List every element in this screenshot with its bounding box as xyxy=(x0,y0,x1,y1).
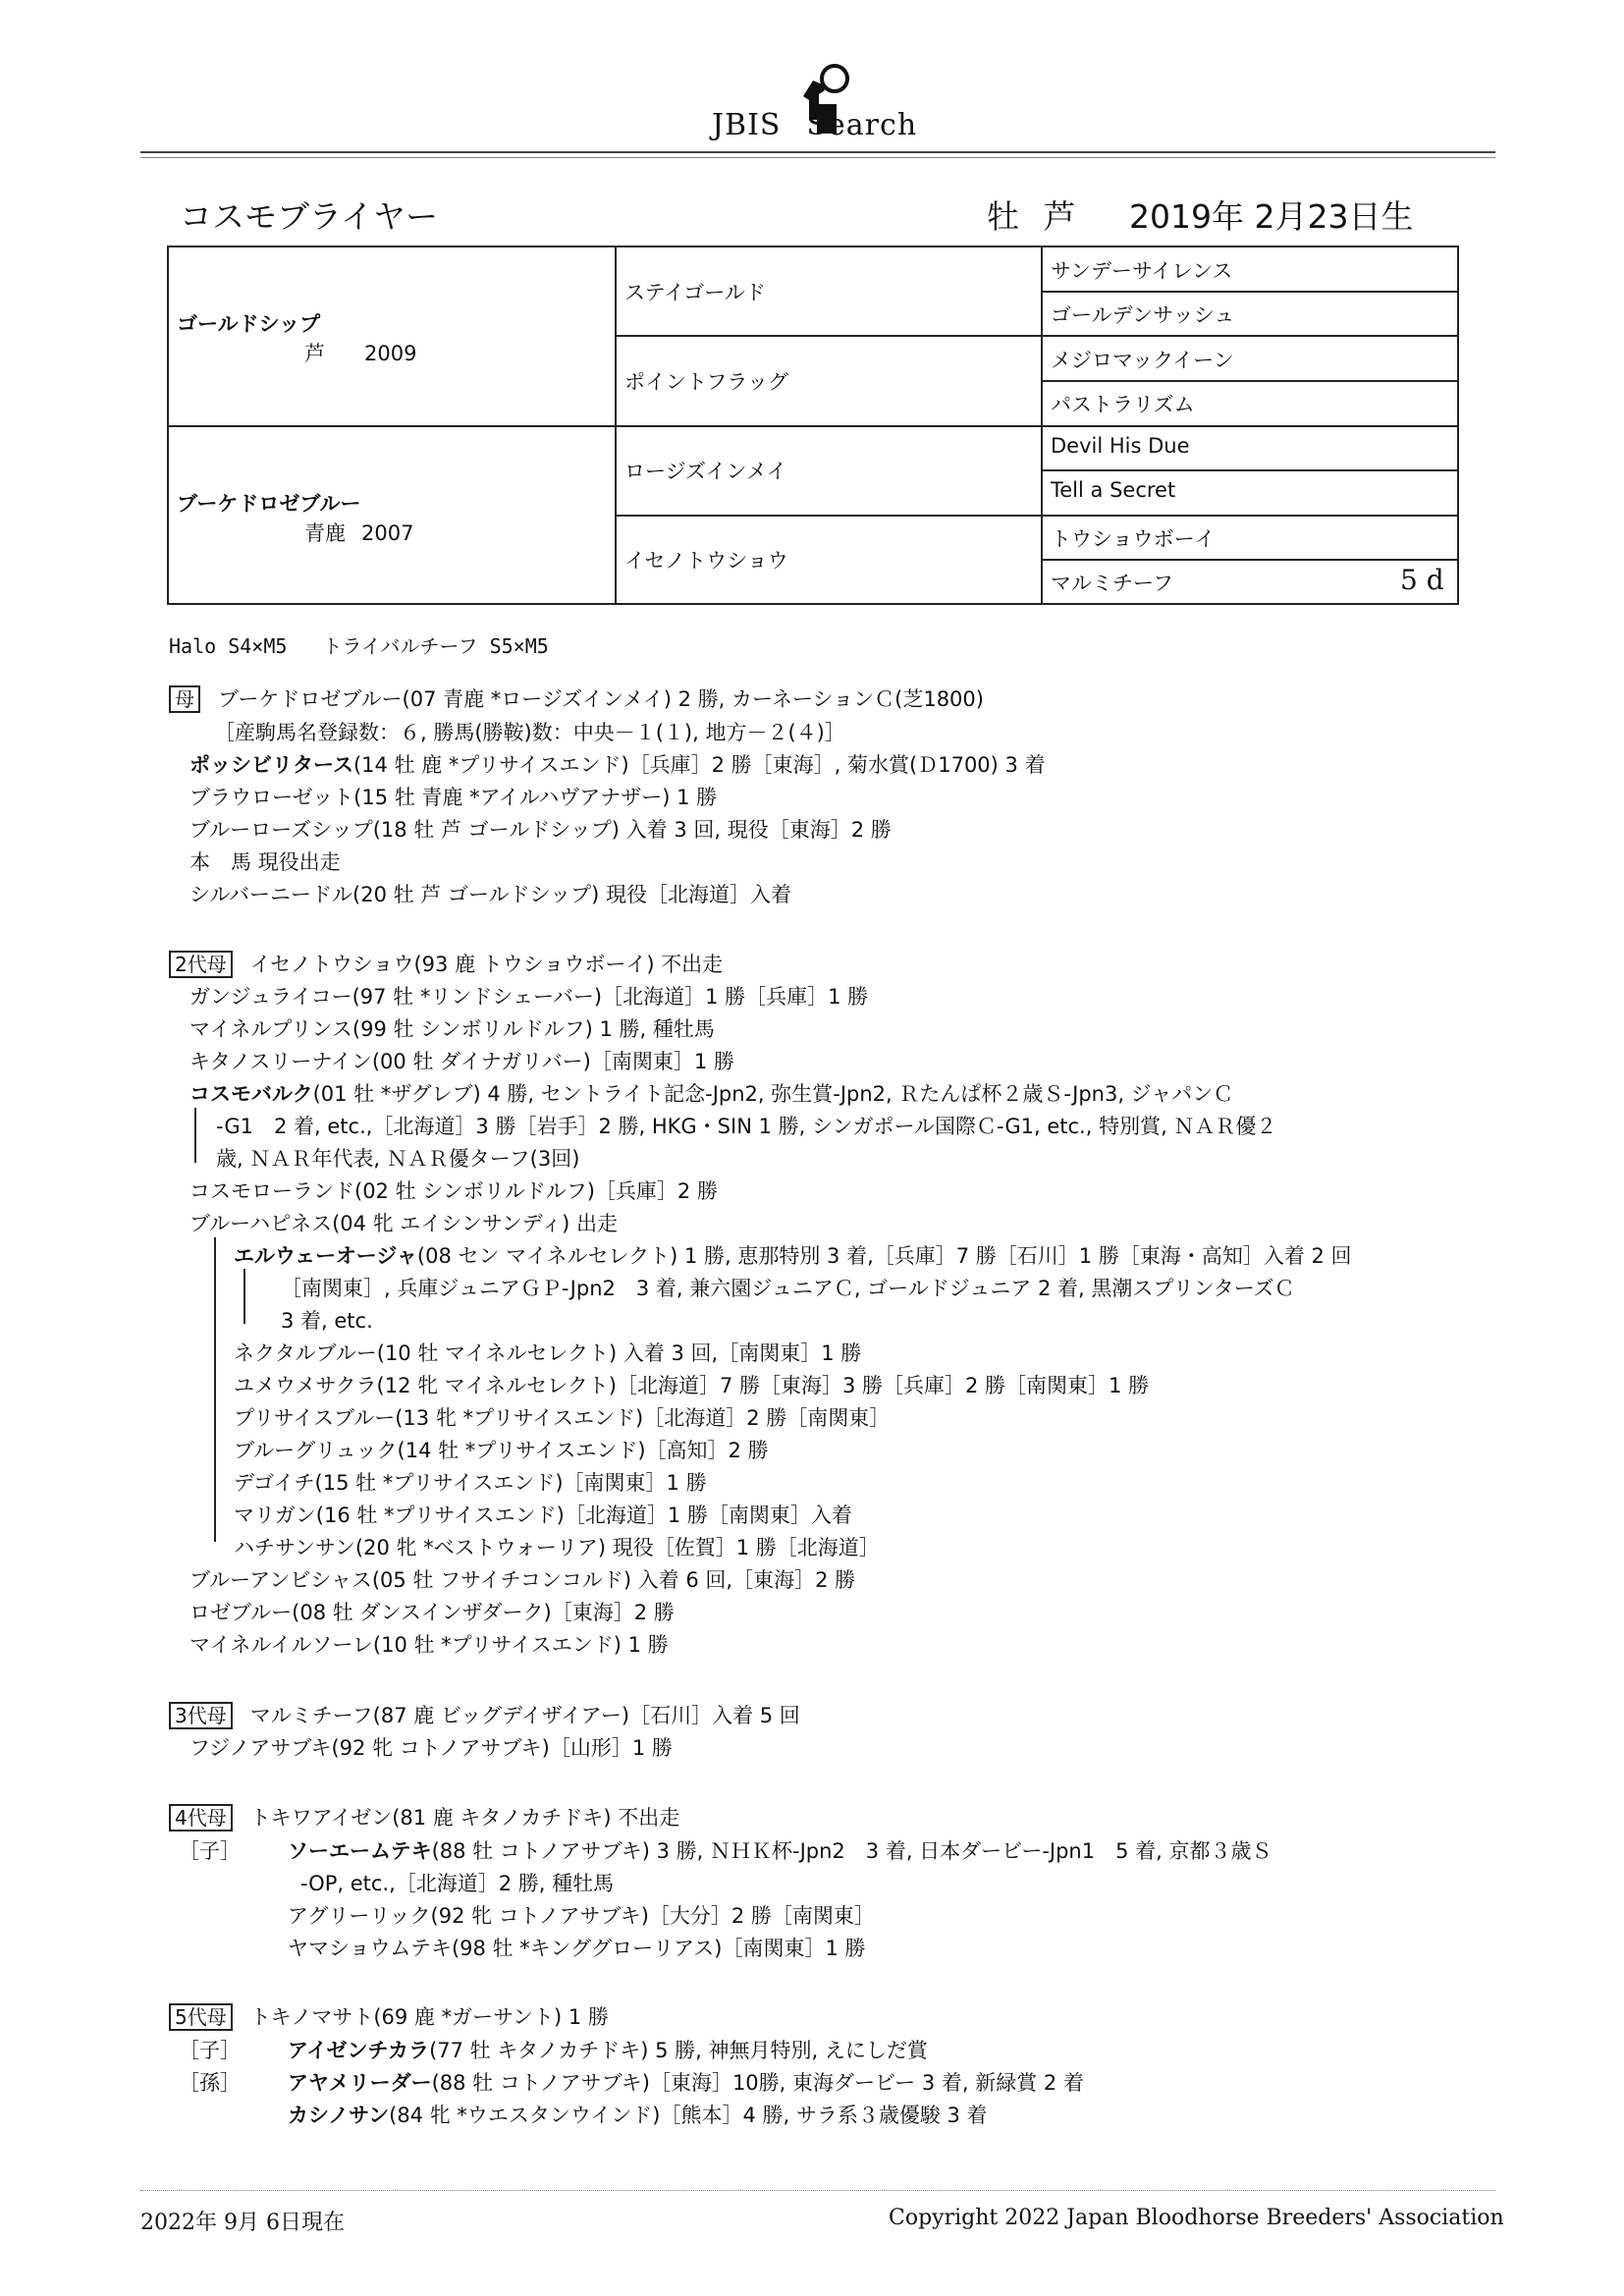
dam-section-head: 母 ブーケドロゼブルー(07 青鹿 *ロージズインメイ) 2 勝, カーネーションＣ(芝1800) xyxy=(169,683,984,713)
child-tag: ［子］ xyxy=(179,2039,241,2062)
ped-gen2-3: ロージズインメイ xyxy=(624,460,787,483)
section-label-gen4: 4代母 xyxy=(169,1804,233,1831)
ped-gen2-4: イセノトウショウ xyxy=(624,549,788,573)
list-item: カシノサン(84 牝 *ウエスタンウインド)［熊本］4 勝, サラ系３歳優駿 3 着 xyxy=(288,2104,988,2127)
horse-color: 芦 xyxy=(1043,197,1076,236)
horse-name: コスモブライヤー xyxy=(180,197,439,236)
list-item: フジノアサブキ(92 牝 コトノアサブキ)［山形］1 勝 xyxy=(189,1736,673,1760)
dam-name: ブーケドロゼブルー xyxy=(177,492,361,516)
list-item-cont: 歳, ＮＡＲ年代表, ＮＡＲ優ターフ(3回) xyxy=(216,1147,580,1171)
list-item: アイゼンチカラ(77 牡 キタノカチドキ) 5 勝, 神無月特別, えにしだ賞 xyxy=(288,2039,928,2062)
ped-gen3-4: パストラリズム xyxy=(1051,393,1195,416)
list-item: ネクタルブルー(10 牡 マイネルセレクト) 入着 3 回,［南関東］1 勝 xyxy=(234,1341,862,1365)
list-item: デゴイチ(15 牡 *プリサイスエンド)［南関東］1 勝 xyxy=(234,1471,707,1495)
list-item: ブルーハピネス(04 牝 エイシンサンディ) 出走 xyxy=(189,1212,618,1235)
list-item: アグリーリック(92 牝 コトノアサブキ)［大分］2 勝［南関東］ xyxy=(288,1904,875,1928)
footer-date: 2022年 9月 6日現在 xyxy=(140,2211,345,2235)
list-item-cont: -G1 2 着, etc.,［北海道］3 勝［岩手］2 勝, HKG・SIN 1 勝, シンガポール国際Ｃ-G1, etc., 特別賞, ＮＡＲ優２ xyxy=(216,1115,1277,1138)
ped-gen3-7: トウショウボーイ xyxy=(1051,527,1216,551)
continuation-bar xyxy=(194,1108,196,1163)
list-item: シルバーニードル(20 牡 芦 ゴールドシップ) 現役［北海道］入着 xyxy=(189,883,791,906)
jbis-search-logo xyxy=(712,61,947,149)
inbreeding-note: Halo S4×M5 トライバルチーフ S5×M5 xyxy=(169,634,549,658)
section-label-dam: 母 xyxy=(169,685,200,713)
list-item: ヤマショウムテキ(98 牡 *キンググローリアス)［南関東］1 勝 xyxy=(288,1937,866,1960)
ped-gen2-2: ポイントフラッグ xyxy=(624,370,788,394)
list-item: ブルーローズシップ(18 牡 芦 ゴールドシップ) 入着 3 回, 現役［東海］2 勝 xyxy=(189,818,892,842)
list-item-cont: 3 着, etc. xyxy=(281,1309,373,1333)
ped-gen3-6: Tell a Secret xyxy=(1051,478,1176,502)
ped-gen2-1: ステイゴールド xyxy=(624,281,766,304)
list-item: マイネルイルソーレ(10 牡 *プリサイスエンド) 1 勝 xyxy=(189,1633,669,1657)
list-item: アヤメリーダー(88 牡 コトノアサブキ)［東海］10勝, 東海ダービー 3 着, 新緑賞 2 着 xyxy=(288,2071,1084,2095)
dam-head-name: ブーケドロゼブルー xyxy=(218,687,403,711)
list-item: ソーエームテキ(88 牡 コトノアサブキ) 3 勝, ＮＨＫ杯-Jpn2 3 着, 日本ダービー-Jpn1 5 着, 京都３歳Ｓ xyxy=(288,1839,1272,1863)
section-label-gen2: 2代母 xyxy=(169,951,233,978)
gen4-section-head: 4代母 トキワアイゼン(81 鹿 キタノカチドキ) 不出走 xyxy=(169,1802,679,1831)
list-item: 本 馬 現役出走 xyxy=(189,850,341,874)
list-item: ポッシビリタース(14 牡 鹿 *プリサイスエンド)［兵庫］2 勝［東海］, 菊水賞(Ｄ1700) 3 着 xyxy=(189,753,1046,777)
list-item-cont: -OP, etc.,［北海道］2 勝, 種牡馬 xyxy=(300,1872,615,1895)
pedigree-table xyxy=(167,246,1459,605)
section-label-gen5: 5代母 xyxy=(169,2003,233,2031)
list-item: ブラウローゼット(15 牡 青鹿 *アイルハヴアナザー) 1 勝 xyxy=(189,786,718,809)
gen3-section-head: 3代母 マルミチーフ(87 鹿 ビッグデイザイアー)［石川］入着 5 回 xyxy=(169,1700,800,1729)
list-item-cont: ［南関東］, 兵庫ジュニアＧＰ-Jpn2 3 着, 兼六園ジュニアＣ, ゴールドジュニア 2 着, 黒潮スプリンターズＣ xyxy=(281,1277,1295,1300)
child-tag: ［子］ xyxy=(179,1839,241,1863)
list-item: ブルーアンビシャス(05 牡 フサイチコンコルド) 入着 6 回,［東海］2 勝 xyxy=(189,1568,856,1592)
dam-stats: ［産駒馬名登録数：６, 勝馬(勝鞍)数：中央－１(１), 地方－２(４)］ xyxy=(214,721,845,744)
list-item: キタノスリーナイン(00 牡 ダイナガリバー)［南関東］1 勝 xyxy=(189,1050,734,1073)
ped-gen3-2: ゴールデンサッシュ xyxy=(1051,303,1235,327)
list-item: マリガン(16 牡 *プリサイスエンド)［北海道］1 勝［南関東］入着 xyxy=(234,1503,852,1527)
list-item: ハチサンサン(20 牝 *ベストウォーリア) 現役［佐賀］1 勝［北海道］ xyxy=(234,1536,880,1559)
grandchild-tag: ［孫］ xyxy=(179,2071,241,2095)
offspring-bar xyxy=(214,1237,216,1542)
header-rule-thin xyxy=(140,157,1495,158)
list-item: プリサイスブルー(13 牝 *プリサイスエンド)［北海道］2 勝［南関東］ xyxy=(234,1406,891,1430)
birth-date: 2019年 2月23日生 xyxy=(1129,197,1414,236)
horse-sex: 牡 xyxy=(987,197,1019,236)
list-item: ガンジュライコー(97 牡 *リンドシェーバー)［北海道］1 勝［兵庫］1 勝 xyxy=(189,985,869,1009)
ped-gen3-3: メジロマックイーン xyxy=(1051,349,1234,372)
list-item: ブルーグリュック(14 牡 *プリサイスエンド)［高知］2 勝 xyxy=(234,1439,769,1462)
gen2-section-head: 2代母 イセノトウショウ(93 鹿 トウショウボーイ) 不出走 xyxy=(169,949,723,978)
list-item: コスモバルク(01 牡 *ザグレブ) 4 勝, セントライト記念-Jpn2, 弥生賞-Jpn2, Ｒたんぱ杯２歳Ｓ-Jpn3, ジャパンＣ xyxy=(189,1082,1234,1106)
list-item: コスモローランド(02 牡 シンボリルドルフ)［兵庫］2 勝 xyxy=(189,1179,718,1203)
sex-color xyxy=(987,191,1076,238)
list-item: ロゼブルー(08 牡 ダンスインザダーク)［東海］2 勝 xyxy=(189,1601,675,1624)
header-rule xyxy=(140,151,1495,153)
ped-gen3-8: マルミチーフ xyxy=(1051,572,1173,595)
list-item: エルウェーオージャ(08 セン マイネルセレクト) 1 勝, 恵那特別 3 着,［兵庫］7 勝［石川］1 勝［東海・高知］入着 2 回 xyxy=(234,1244,1352,1268)
ped-gen3-1: サンデーサイレンス xyxy=(1051,259,1233,283)
ped-gen3-5: Devil His Due xyxy=(1051,434,1190,458)
logo-search-text: Search xyxy=(806,108,918,142)
footer-rule xyxy=(140,2190,1495,2191)
footer-copyright: Copyright 2022 Japan Bloodhorse Breeders' Association xyxy=(889,2206,1504,2230)
dam-detail: 青鹿 2007 xyxy=(304,521,414,545)
sire-detail: 芦 2009 xyxy=(304,342,417,365)
continuation-bar xyxy=(244,1269,245,1324)
list-item: マイネルプリンス(99 牡 シンボリルドルフ) 1 勝, 種牡馬 xyxy=(189,1017,715,1041)
gen5-section-head: 5代母 トキノマサト(69 鹿 *ガーサント) 1 勝 xyxy=(169,2001,609,2031)
sire-name: ゴールドシップ xyxy=(177,312,321,336)
list-item: ユメウメサクラ(12 牝 マイネルセレクト)［北海道］7 勝［東海］3 勝［兵庫］2 勝［南関東］1 勝 xyxy=(234,1374,1150,1397)
logo-jbis-text: JBIS xyxy=(712,108,782,142)
section-label-gen3: 3代母 xyxy=(169,1702,233,1729)
family-code: 5 d xyxy=(1400,564,1444,596)
